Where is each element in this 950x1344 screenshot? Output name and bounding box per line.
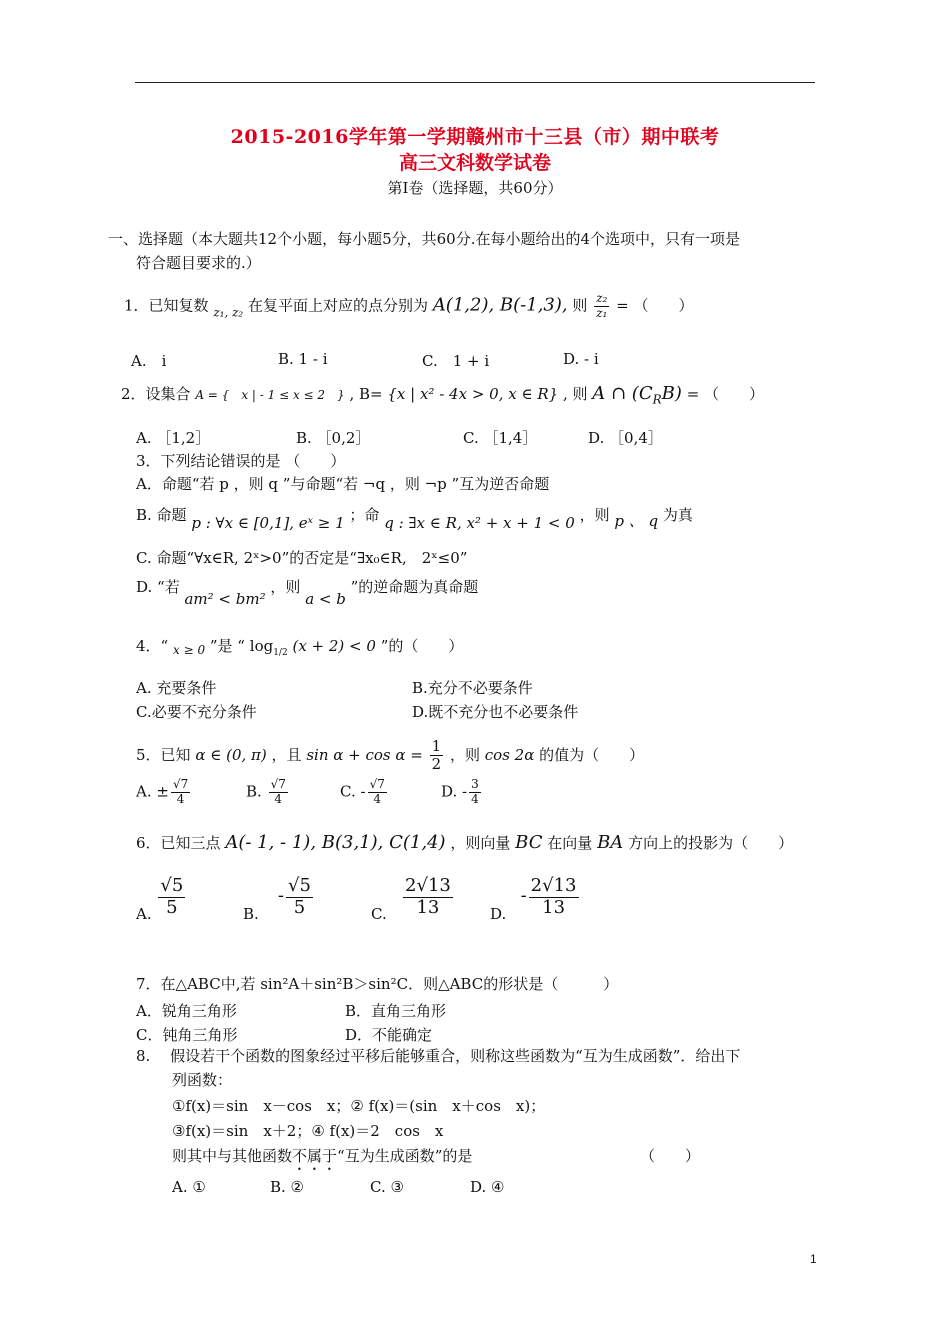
question-6-stem: 6．已知三点 A(- 1, - 1), B(3,1), C(1,4) ，则向量 BC 在向量 BA 方向上的投影为（ ） xyxy=(136,832,794,853)
q7-option-d: D．不能确定 xyxy=(345,1026,433,1044)
q6-option-d: D. - $\frac{2√13}{13}$ xyxy=(490,875,577,924)
q2-option-a: A. ［1,2］ xyxy=(136,429,211,447)
q7-option-c: C．钝角三角形 xyxy=(136,1026,238,1044)
q1-vars: z₁, z₂ xyxy=(213,305,244,320)
q8-functions-1-2: ①f(x)＝sin x－cos x；② f(x)＝(sin x＋cos x)； xyxy=(172,1097,546,1115)
header-rule xyxy=(135,82,815,83)
question-8-stem-line1: 8. 假设若干个函数的图象经过平移后能够重合，则称这些函数为“互为生成函数”．给出下 xyxy=(136,1047,741,1065)
q3-option-b: B. 命题 p : ∀x ∈ [0,1], eˣ ≥ 1 ；命 q : ∃x ∈ R, x² + x + 1 < 0 ，则 p 、 q 为真 xyxy=(136,506,693,532)
q4-option-d: D.既不充分也不必要条件 xyxy=(412,703,579,721)
q4-option-a: A. 充要条件 xyxy=(136,679,217,697)
q8-option-d: D. ④ xyxy=(470,1178,505,1196)
q3-option-a: A．命题“若 p ，则 q ”与命题“若 ¬q ，则 ¬p ”互为逆否命题 xyxy=(136,475,550,493)
question-5-stem: 5．已知 α ∈ (0, π) ，且 sin α + cos α = $\frac{1}{2}$ ，则 cos 2α 的值为（ ） xyxy=(136,737,645,774)
q2-expression: A ∩ $(C_RB)$ xyxy=(592,383,682,407)
q1-option-d: D. - i xyxy=(563,350,599,368)
q8-option-b: B. ② xyxy=(270,1178,305,1196)
q2-option-c: C. ［1,4］ xyxy=(463,429,538,447)
question-3-stem: 3．下列结论错误的是 （ ） xyxy=(136,452,346,470)
question-8-stem-line2: 列函数： xyxy=(172,1071,233,1089)
question-7-stem: 7．在△ABC中,若 sin²A＋sin²B＞sin²C．则△ABC的形状是（ ） xyxy=(136,975,619,993)
exam-title: 2015-2016学年第一学期赣州市十三县（市）期中联考 xyxy=(230,126,720,148)
question-2-stem: 2．设集合 A = { x | - 1 ≤ x ≤ 2 } , B= {x | x² - 4x > 0, x ∈ R} , 则 A ∩ $(C_RB)$ = （ ） xyxy=(121,383,765,407)
q8-question-line: 则其中与其他函数不属于“互为生成函数”的是 xyxy=(172,1147,473,1165)
section-heading-line2: 符合题目要求的.） xyxy=(136,254,261,272)
part-title: 第Ⅰ卷（选择题，共60分） xyxy=(387,179,563,197)
exam-subtitle: 高三文科数学试卷 xyxy=(398,152,551,174)
q8-functions-3-4: ③f(x)＝sin x＋2；④ f(x)＝2 cos x xyxy=(172,1122,444,1140)
q7-option-a: A．锐角三角形 xyxy=(136,1002,237,1020)
question-1-stem: 1．已知复数 $_{z_1, z_2}$ 在复平面上对应的点分别为 A(1,2), B(-1,3), 则 $\frac{\text{z₂}}{\text{z₁}}$ = （ ） xyxy=(124,291,694,320)
q8-answer-paren: （ ） xyxy=(640,1147,701,1165)
q3-option-d: D. “若 am² < bm² ，则 a < b ”的逆命题为真命题 xyxy=(136,578,479,608)
q2-set-a: A = { x | - 1 ≤ x ≤ 2 } xyxy=(195,388,345,402)
q6-option-c: C. $\frac{2√13}{13}$ xyxy=(371,875,451,924)
q7-option-b: B．直角三角形 xyxy=(345,1002,447,1020)
q1-option-c: C. 1 + i xyxy=(422,352,490,370)
q4-option-b: B.充分不必要条件 xyxy=(412,679,533,697)
q1-option-a: A. i xyxy=(131,352,167,370)
question-4-stem: 4．“ $_{x \ge 0}$ ”是 “ $\log_{1/2} (x + 2) < 0$ ”的（ ） xyxy=(136,637,464,658)
q2-set-b: {x | x² - 4x > 0, x ∈ R} xyxy=(387,385,559,403)
q4-option-c: C.必要不充分条件 xyxy=(136,703,257,721)
q5-option-b: B. $\frac{√7}{4}$ xyxy=(246,777,286,806)
q1-points: A(1,2), B(-1,3), xyxy=(432,294,568,316)
q3-option-c: C. 命题“∀x∈R, 2ˣ>0”的否定是“∃x₀∈R, 2ˣ≤0” xyxy=(136,549,468,567)
q8-option-a: A. ① xyxy=(172,1178,206,1196)
q5-half: $\frac{1}{2}$ xyxy=(431,737,442,774)
q1-option-b: B. 1 - i xyxy=(278,350,328,368)
q6-option-a: A. $\frac{√5}{5}$ xyxy=(136,875,184,924)
section-heading-line1: 一、选择题（本大题共12个小题，每小题5分，共60分.在每小题给出的4个选项中，只有一项是 xyxy=(108,230,741,248)
q1-fraction: $\frac{\text{z₂}}{\text{z₁}}$ xyxy=(596,291,608,320)
q2-option-d: D. ［0,4］ xyxy=(588,429,663,447)
q5-option-c: C. - $\frac{√7}{4}$ xyxy=(340,777,385,806)
q5-option-a: A. ± $\frac{√7}{4}$ xyxy=(136,777,189,806)
q5-option-d: D. - $\frac{3}{4}$ xyxy=(441,777,479,806)
q6-option-b: B. - $\frac{√5}{5}$ xyxy=(243,875,311,924)
q8-option-c: C. ③ xyxy=(370,1178,404,1196)
page-number: 1 xyxy=(810,1252,817,1266)
q2-option-b: B. ［0,2］ xyxy=(296,429,371,447)
